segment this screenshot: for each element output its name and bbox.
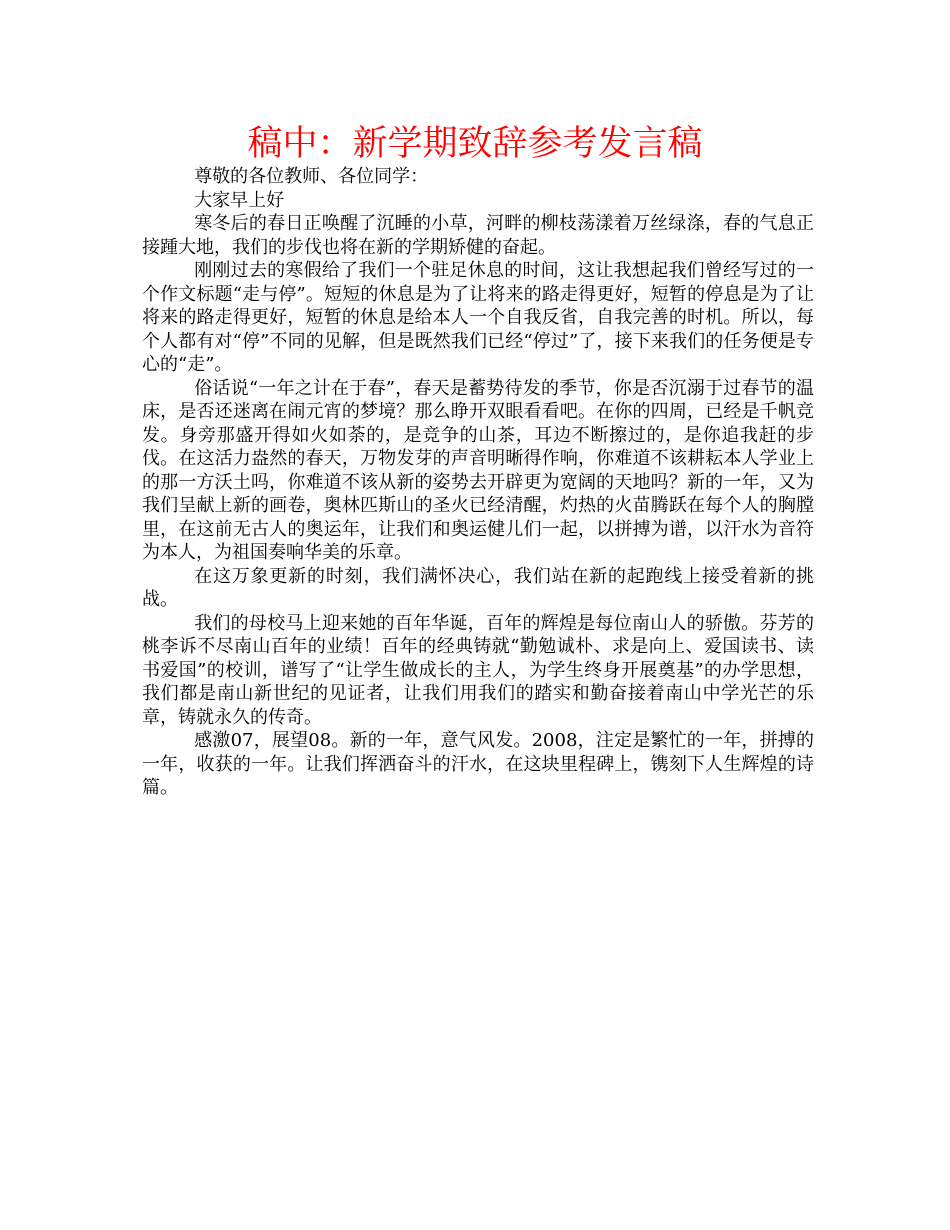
closing-paragraph: 感激07，展望08。新的一年，意气风发。2008，注定是繁忙的一年，拼搏的一年，收获的一年。让我们挥洒奋斗的汗水，在这块里程碑上，镌刻下人生辉煌的诗篇。 (142, 730, 814, 798)
body-paragraph: 刚刚过去的寒假给了我们一个驻足休息的时间，这让我想起我们曾经写过的一个作文标题“走与停”。短短的休息是为了让将来的路走得更好，短暂的停息是为了让将来的路走得更好，短暂的休息是给本人一个自我反省，自我完善的时机。所以，每个人都有对“停”不同的见解，但是既然我们已经“停过”了，接下来我们的任务便是专心的“走”。 (142, 260, 814, 375)
document-title: 稿中：新学期致辞参考发言稿 (247, 124, 703, 164)
body-paragraph: 俗话说“一年之计在于春”，春天是蓄势待发的季节，你是否沉溺于过春节的温床，是否还迷离在闹元宵的梦境？那么睁开双眼看看吧。在你的四周，已经是千帆竞发。身旁那盛开得如火如荼的，是竞争的山茶，耳边不断擦过的，是你追我赶的步伐。在这活力盎然的春天，万物发芽的声音明晰得作响，你难道不该耕耘本人学业上的那一方沃土吗，你难道不该从新的姿势去开辟更为宽阔的天地吗？新的一年，又为我们呈献上新的画卷，奥林匹斯山的圣火已经清醒，灼热的火苗腾跃在每个人的胸膛里，在这前无古人的奥运年，让我们和奥运健儿们一起，以拼搏为谱，以汗水为音符为本人，为祖国奏响华美的乐章。 (142, 377, 814, 563)
body-paragraph: 寒冬后的春日正唤醒了沉睡的小草，河畔的柳枝荡漾着万丝绿涤，春的气息正接踵大地，我们的步伐也将在新的学期矫健的奋起。 (142, 213, 814, 258)
body-paragraph: 我们的母校马上迎来她的百年华诞，百年的辉煌是每位南山人的骄傲。芬芳的桃李诉不尽南山百年的业绩！百年的经典铸就“勤勉诚朴、求是向上、爱国读书、读书爱国”的校训，谱写了“让学生做成长的主人，为学生终身开展奠基”的办学思想，我们都是南山新世纪的见证者，让我们用我们的踏实和勤奋接着南山中学光芒的乐章，铸就永久的传奇。 (142, 612, 814, 728)
document-body (142, 165, 814, 800)
body-paragraph: 在这万象更新的时刻，我们满怀决心，我们站在新的起跑线上接受着新的挑战。 (142, 565, 814, 610)
greeting-paragraph: 大家早上好 (194, 189, 285, 211)
salutation-paragraph: 尊敬的各位教师、各位同学： (194, 166, 429, 187)
